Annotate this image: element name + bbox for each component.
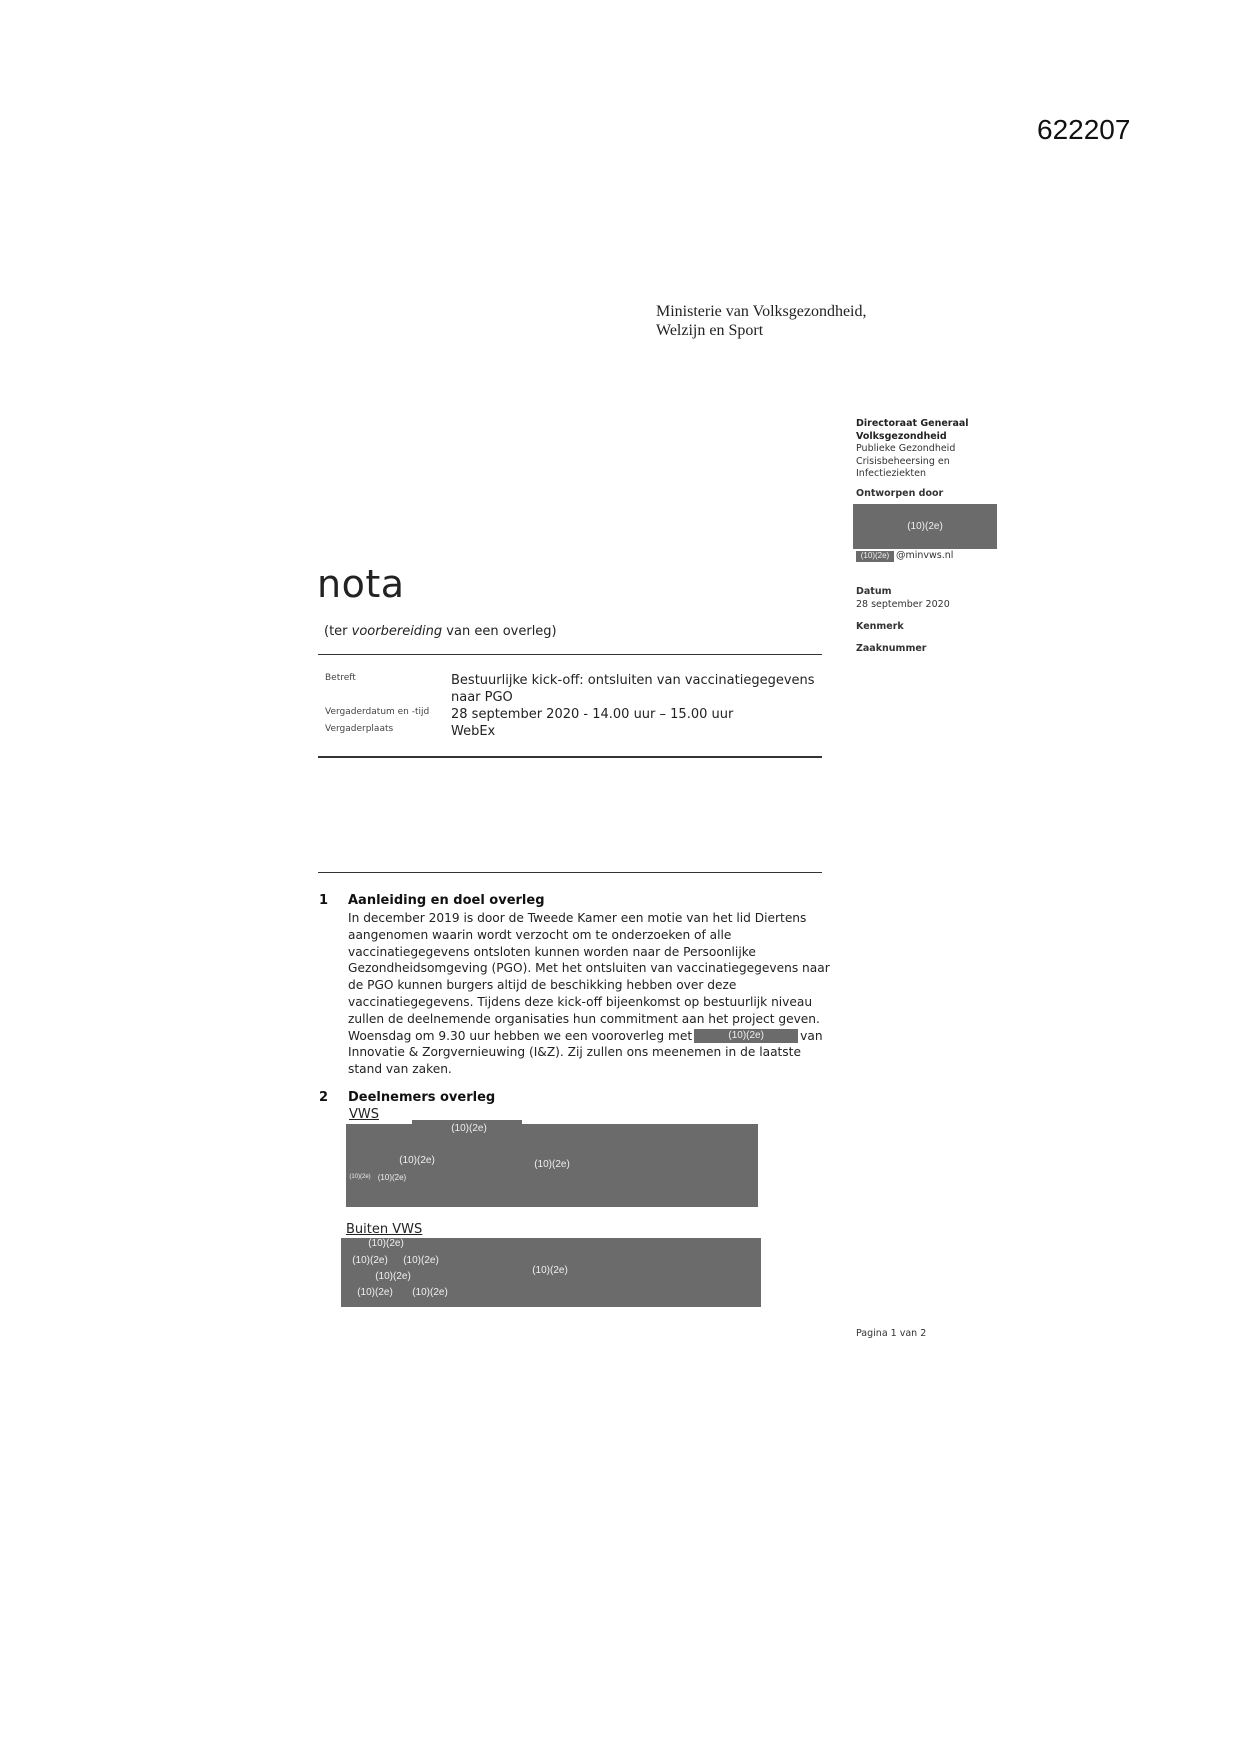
date-value: 28 september 2020 bbox=[856, 599, 950, 610]
vws-redaction-label: (10)(2e) bbox=[399, 1154, 435, 1166]
name-redaction: (10)(2e) bbox=[694, 1029, 798, 1043]
section-1-number: 1 bbox=[319, 893, 329, 908]
section-1-line: Gezondheidsomgeving (PGO). Met het ontsluiten van vaccinatiegegevens naar bbox=[348, 961, 830, 976]
designed-by-label: Ontworpen door bbox=[856, 488, 944, 499]
page-number: Pagina 1 van 2 bbox=[856, 1328, 927, 1339]
vws-redaction-label: (10)(2e) bbox=[534, 1158, 570, 1170]
section-1-line: de PGO kunnen burgers altijd de beschikking hebben over deze bbox=[348, 978, 737, 993]
external-redaction-label: (10)(2e) bbox=[412, 1286, 448, 1298]
designed-by-redaction: (10)(2e) bbox=[853, 504, 997, 549]
external-redaction-label: (10)(2e) bbox=[368, 1237, 404, 1249]
external-redaction-label: (10)(2e) bbox=[352, 1254, 388, 1266]
vws-redaction-label: (10)(2e) bbox=[451, 1122, 487, 1134]
section-1-line: aangenomen waarin wordt verzocht om te onderzoeken of alle bbox=[348, 927, 732, 942]
subtitle-suffix: van een overleg) bbox=[442, 624, 557, 639]
section-1-line: zullen de deelnemende organisaties hun commitment aan het project geven. bbox=[348, 1011, 820, 1026]
line-8-before: Woensdag om 9.30 uur hebben we een vooroverleg met bbox=[348, 1028, 693, 1043]
subtitle bbox=[324, 624, 557, 639]
vws-redaction-label: (10)(2e) bbox=[349, 1174, 371, 1180]
datetime-value: 28 september 2020 - 14.00 uur – 15.00 uur bbox=[451, 707, 734, 722]
case-number-label: Zaaknummer bbox=[856, 643, 927, 654]
ministry-logo-text bbox=[656, 302, 867, 340]
email-suffix: @minvws.nl bbox=[896, 550, 954, 561]
section-1-body bbox=[348, 910, 868, 1078]
section-1-line bbox=[348, 1028, 868, 1045]
department-line-2: Crisisbeheersing en bbox=[856, 455, 950, 467]
date-label: Datum bbox=[856, 586, 892, 597]
email-redaction: (10)(2e) bbox=[856, 551, 894, 562]
subject-line-2: naar PGO bbox=[451, 690, 513, 705]
document-number: 622207 bbox=[1037, 114, 1131, 145]
external-redaction-label: (10)(2e) bbox=[357, 1286, 393, 1298]
department-line-3: Infectieziekten bbox=[856, 468, 927, 479]
section-1-line: stand van zaken. bbox=[348, 1062, 452, 1077]
subject-value bbox=[451, 672, 815, 706]
external-redaction-label: (10)(2e) bbox=[403, 1254, 439, 1266]
section-1-title: Aanleiding en doel overleg bbox=[348, 893, 545, 908]
ministry-line-1: Ministerie van Volksgezondheid, bbox=[656, 303, 867, 320]
external-redaction-label: (10)(2e) bbox=[532, 1264, 568, 1276]
sidebar-directorate bbox=[856, 418, 969, 481]
directorate-line-2: Volksgezondheid bbox=[856, 430, 947, 442]
place-value: WebEx bbox=[451, 724, 496, 739]
section-1-line: vaccinatiegegevens ontsloten kunnen worden naar de Persoonlijke bbox=[348, 944, 756, 959]
subtitle-emphasis: voorbereiding bbox=[351, 624, 443, 639]
section-2-number: 2 bbox=[319, 1090, 329, 1105]
section-2-title: Deelnemers overleg bbox=[348, 1090, 496, 1105]
reference-label: Kenmerk bbox=[856, 621, 904, 632]
divider-section-top bbox=[318, 872, 822, 873]
page-title: nota bbox=[317, 562, 405, 606]
subject-line-1: Bestuurlijke kick-off: ontsluiten van vaccinatiegegevens bbox=[451, 673, 815, 688]
subject-label: Betreft bbox=[325, 673, 356, 683]
datetime-label: Vergaderdatum en -tijd bbox=[325, 707, 430, 717]
vws-redaction-label: (10)(2e) bbox=[377, 1172, 407, 1182]
section-1-line: vaccinatiegegevens. Tijdens deze kick-off bijeenkomst op bestuurlijk niveau bbox=[348, 994, 813, 1009]
directorate-line-1: Directoraat Generaal bbox=[856, 418, 969, 429]
place-label: Vergaderplaats bbox=[325, 724, 394, 734]
vws-label: VWS bbox=[349, 1107, 379, 1122]
external-redaction-label: (10)(2e) bbox=[375, 1270, 411, 1282]
section-1-line: In december 2019 is door de Tweede Kamer een motie van het lid Diertens bbox=[348, 911, 807, 925]
subtitle-prefix: (ter bbox=[324, 624, 352, 639]
line-8-after: van bbox=[800, 1028, 823, 1043]
email-line bbox=[856, 550, 953, 563]
divider-meta-bottom bbox=[318, 756, 822, 758]
ministry-line-2: Welzijn en Sport bbox=[656, 322, 764, 339]
divider-top bbox=[318, 654, 822, 655]
department-line-1: Publieke Gezondheid bbox=[856, 443, 956, 454]
external-label: Buiten VWS bbox=[346, 1222, 423, 1237]
section-1-line: Innovatie & Zorgvernieuwing (I&Z). Zij zullen ons meenemen in de laatste bbox=[348, 1045, 801, 1060]
